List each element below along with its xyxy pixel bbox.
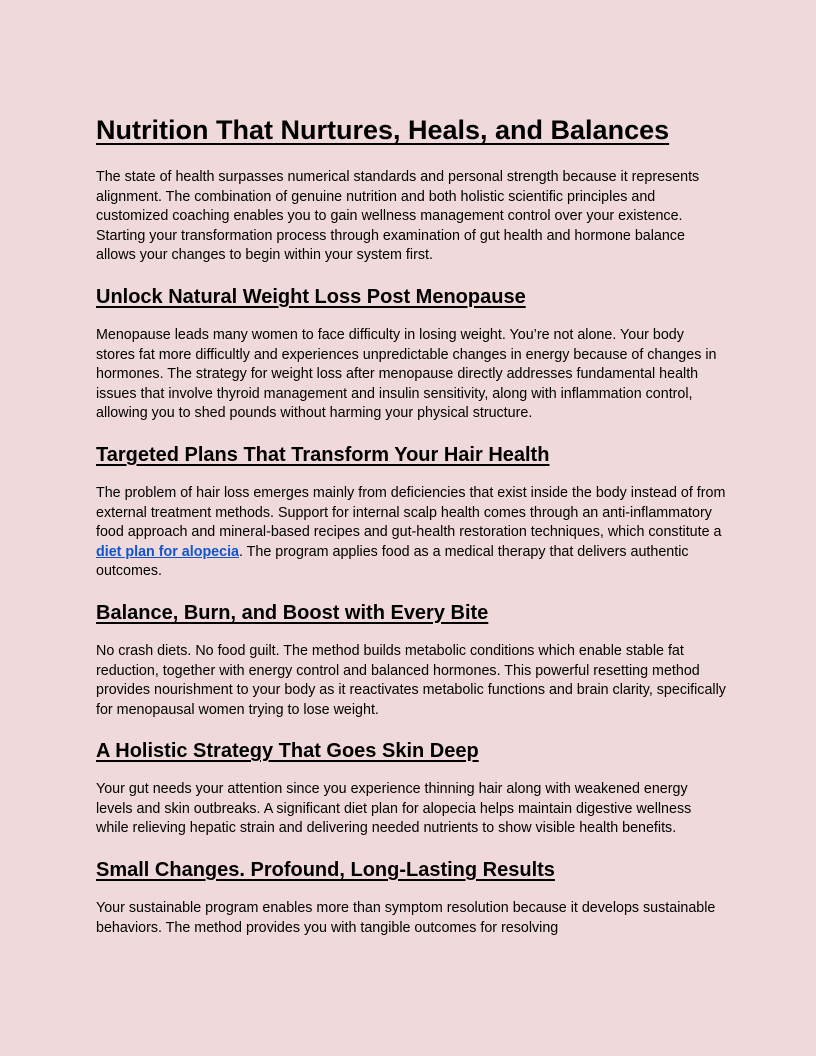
section-heading-hair-health: Targeted Plans That Transform Your Hair Health [96,443,550,466]
section-heading-holistic-strategy: A Holistic Strategy That Goes Skin Deep [96,740,479,763]
page-title: Nutrition That Nurtures, Heals, and Balances [96,115,670,145]
document-page [96,110,726,938]
section-body-weight-loss: Menopause leads many women to face difficulty in losing weight. You’re not alone. Your body stores fat more difficultly and experiences unpredictable changes in energy because of changes in hormones. The strategy for weight loss after menopause directly addresses fundamental health issues that involve thyroid management and insulin sensitivity, along with inflammation control, allowing you to shed pounds without harming your physical structure. [96,326,717,422]
section-heading-balance-burn-boost: Balance, Burn, and Boost with Every Bite [96,601,489,624]
section-heading-weight-loss: Unlock Natural Weight Loss Post Menopause [96,285,526,308]
section-heading-small-changes: Small Changes. Profound, Long-Lasting Results [96,859,555,882]
intro-paragraph: The state of health surpasses numerical standards and personal strength because it represents alignment. The combination of genuine nutrition and both holistic scientific principles and customized coaching enables you to gain wellness management control over your existence. Starting your transformation process through examination of gut health and hormone balance allows your changes to begin within your system first. [96,169,700,264]
diet-plan-alopecia-link[interactable]: diet plan for alopecia [96,543,239,560]
section-body-small-changes: Your sustainable program enables more than symptom resolution because it develops sustainable behaviors. The method provides you with tangible outcomes for resolving [96,900,716,936]
section-body-hair-health [96,484,726,582]
section-body-balance-burn-boost: No crash diets. No food guilt. The method builds metabolic conditions which enable stable fat reduction, together with energy control and balanced hormones. This powerful resetting method provides nourishment to your body as it reactivates metabolic functions and brain clarity, specifically for menopausal women trying to lose weight. [96,642,726,718]
hair-health-text-before-link: The problem of hair loss emerges mainly from deficiencies that exist inside the body instead of from external treatment methods. Support for internal scalp health comes through an anti-inflammatory food approach and mineral-based recipes and gut-health restoration techniques, which constitute a [96,484,726,541]
section-body-holistic-strategy: Your gut needs your attention since you experience thinning hair along with weakened energy levels and skin outbreaks. A significant diet plan for alopecia helps maintain digestive wellness while relieving hepatic strain and delivering needed nutrients to show visible health benefits. [96,781,692,837]
hair-health-text-after-link: . The program applies food as a medical therapy that delivers authentic outcomes. [96,543,689,580]
